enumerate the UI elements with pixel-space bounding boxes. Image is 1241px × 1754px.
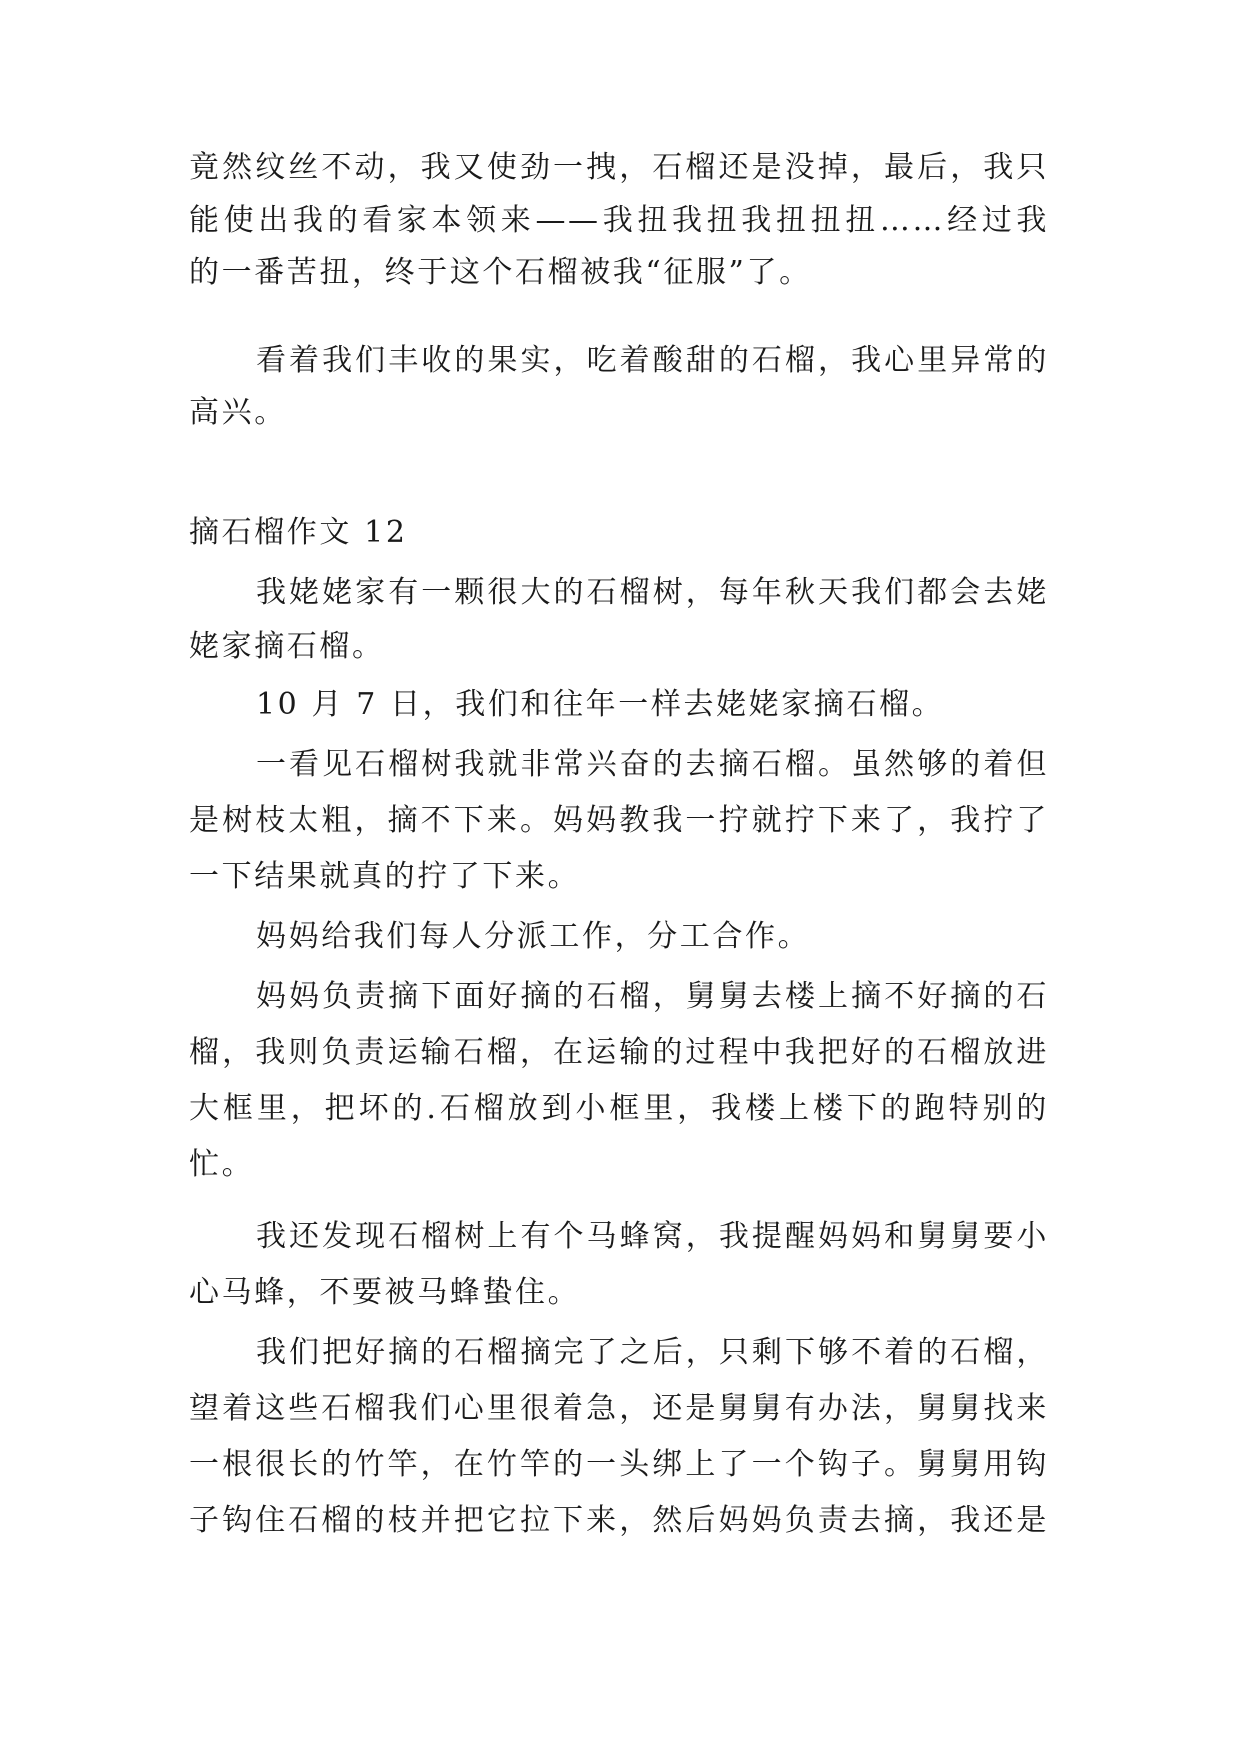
text-line: 我们把好摘的石榴摘完了之后，只剩下够不着的石榴， <box>256 1335 1049 1370</box>
text-line: 我还发现石榴树上有个马蜂窝，我提醒妈妈和舅舅要小 <box>256 1219 1049 1254</box>
text-line: 看着我们丰收的果实，吃着酸甜的石榴，我心里异常的 <box>256 343 1049 378</box>
text-line: 能使出我的看家本领来——我扭我扭我扭扭扭……经过我 <box>189 203 1049 238</box>
text-line: 榴，我则负责运输石榴，在运输的过程中我把好的石榴放进 <box>189 1035 1049 1070</box>
section-heading: 摘石榴作文 12 <box>189 515 408 550</box>
text-line: 心马蜂，不要被马蜂蛰住。 <box>189 1275 581 1310</box>
text-line: 我姥姥家有一颗很大的石榴树，每年秋天我们都会去姥 <box>256 575 1049 610</box>
text-line: 10 月 7 日，我们和往年一样去姥姥家摘石榴。 <box>256 687 945 722</box>
text-line: 妈妈给我们每人分派工作，分工合作。 <box>256 919 811 954</box>
text-line: 望着这些石榴我们心里很着急，还是舅舅有办法，舅舅找来 <box>189 1391 1049 1426</box>
text-line: 妈妈负责摘下面好摘的石榴，舅舅去楼上摘不好摘的石 <box>256 979 1049 1014</box>
text-line: 姥家摘石榴。 <box>189 629 385 664</box>
text-line: 一根很长的竹竿，在竹竿的一头绑上了一个钩子。舅舅用钩 <box>189 1447 1049 1482</box>
text-line: 大框里，把坏的.石榴放到小框里，我楼上楼下的跑特别的 <box>189 1091 1049 1126</box>
text-line: 的一番苦扭，终于这个石榴被我“征服”了。 <box>189 255 812 290</box>
text-line: 是树枝太粗，摘不下来。妈妈教我一拧就拧下来了，我拧了 <box>189 803 1049 838</box>
text-line: 高兴。 <box>189 395 287 430</box>
text-line: 子钩住石榴的枝并把它拉下来，然后妈妈负责去摘，我还是 <box>189 1503 1049 1538</box>
text-line: 一下结果就真的拧了下来。 <box>189 859 581 894</box>
text-line: 竟然纹丝不动，我又使劲一拽，石榴还是没掉，最后，我只 <box>189 150 1049 185</box>
text-line: 一看见石榴树我就非常兴奋的去摘石榴。虽然够的着但 <box>256 747 1049 782</box>
text-line: 忙。 <box>189 1147 255 1182</box>
